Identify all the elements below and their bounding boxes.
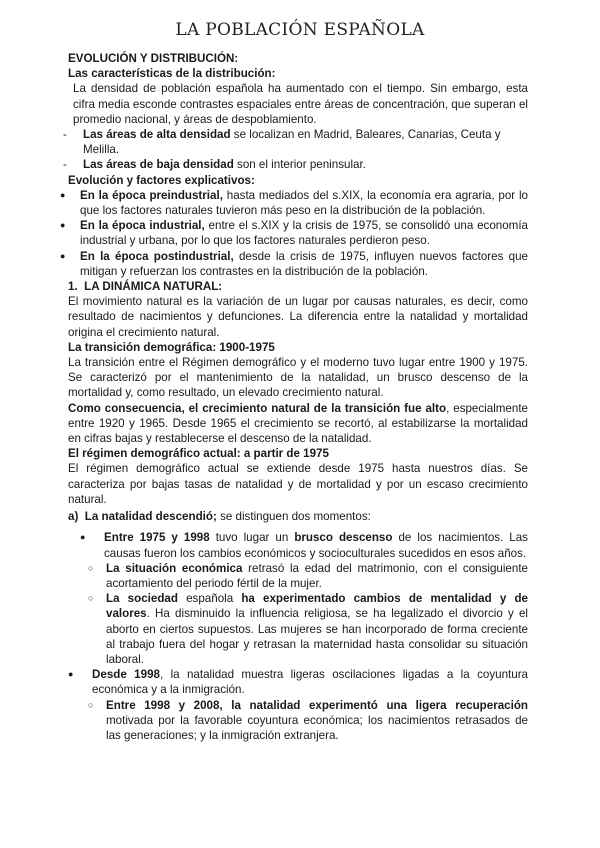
bullet-dot-icon: ●	[80, 532, 86, 543]
bullet-circle-icon: ○	[88, 562, 94, 573]
bullet-dot-icon: ●	[60, 250, 66, 261]
bullet-epoca-preindustrial: ● En la época preindustrial, hasta mediados del s.XIX, la economía era agraria, por lo que los factores naturales tuvieron más peso en la distribución de la población.	[60, 188, 528, 218]
subheading-regimen-actual: El régimen demográfico actual: a partir de 1975	[68, 447, 329, 461]
bullet-dot-icon: ●	[68, 669, 74, 680]
paragraph-regimen-actual: El régimen demográfico actual se extiende desde 1975 hasta nuestros días. Se caracteriza por bajas tasas de natalidad y de mortalidad y por un escaso crecimiento natural.	[68, 462, 528, 506]
dash-item-alta-densidad: - Las áreas de alta densidad se localizan en Madrid, Baleares, Canarias, Ceuta y Melilla.	[63, 128, 501, 157]
bullet-desde-1998: ● Desde 1998, la natalidad muestra ligeras oscilaciones ligadas a la coyuntura económica y a la inmigración.	[68, 668, 528, 697]
paragraph-movimiento-natural: El movimiento natural es la variación de un lugar por causas naturales, es decir, como resultado de nacimientos y defunciones. La diferencia entre la natalidad y mortalidad origina el crecimiento natural.	[68, 295, 528, 339]
subheading-distribucion: Las características de la distribución:	[68, 67, 276, 81]
bullet-epoca-postindustrial: ● En la época postindustrial, desde la crisis de 1975, influyen nuevos factores que mitigan y refuerzan los contrastes en la distribución de la población.	[60, 249, 528, 278]
bullet-dot-icon: ●	[60, 189, 66, 200]
dash-marker: -	[63, 128, 67, 142]
sub-bullet-sociedad: ○ La sociedad española ha experimentado cambios de mentalidad y de valores. Ha disminuido la influencia religiosa, se ha legalizado el divorcio y el aborto en ciertos supuestos. Las mujeres se han incorporado de forma creciente al trabajo fuera del hogar y retrasan la maternidad hasta consolidar su situación laboral.	[88, 592, 528, 666]
bullet-circle-icon: ○	[88, 699, 94, 710]
bullet-1975-1998: ● Entre 1975 y 1998 tuvo lugar un brusco descenso de los nacimientos. Las causas fueron los cambios económicos y socioculturales sucedidos en esos años.	[80, 531, 528, 560]
section-heading-dinamica: 1. LA DINÁMICA NATURAL:	[68, 280, 223, 294]
document-body	[60, 51, 529, 743]
dash-marker: -	[63, 158, 67, 172]
section-heading-evolucion: EVOLUCIÓN Y DISTRIBUCIÓN:	[68, 52, 239, 65]
page-title: LA POBLACIÓN ESPAÑOLA	[175, 20, 425, 40]
bullet-epoca-industrial: ● En la época industrial, entre el s.XIX y la crisis de 1975, se consolidó una economía industrial y urbana, por lo que los factores naturales perdieron peso.	[60, 219, 528, 248]
paragraph-densidad: La densidad de población española ha aumentado con el tiempo. Sin embargo, esta cifra media esconde contrastes espaciales entre áreas de concentración, que superan el promedio nacional, y áreas de despoblamiento.	[73, 82, 529, 126]
paragraph-consecuencia: Como consecuencia, el crecimiento natural de la transición fue alto, especialmente entre 1920 y 1965. Desde 1965 el crecimiento se recortó, al estabilizarse la mortalidad en cifras bajas y restablecerse el descenso de la natalidad.	[68, 401, 529, 446]
bullet-circle-icon: ○	[88, 593, 94, 604]
item-a-natalidad: a) La natalidad descendió; se distinguen dos momentos:	[68, 510, 371, 524]
subheading-evolucion-factores: Evolución y factores explicativos:	[68, 173, 255, 187]
sub-bullet-situacion-economica: ○ La situación económica retrasó la edad del matrimonio, con el consiguiente acortamiento del periodo fértil de la mujer.	[88, 561, 528, 590]
bullet-dot-icon: ●	[60, 220, 66, 231]
sub-bullet-1998-2008: ○ Entre 1998 y 2008, la natalidad experimentó una ligera recuperación motivada por la favorable coyuntura económica; los nacimientos retrasados de las generaciones; y la inmigración extranjera.	[88, 698, 528, 742]
subheading-transicion: La transición demográfica: 1900-1975	[68, 340, 275, 354]
dash-item-baja-densidad: - Las áreas de baja densidad son el interior peninsular.	[63, 158, 366, 172]
paragraph-transicion: La transición entre el Régimen demográfico y el moderno tuvo lugar entre 1900 y 1975. Se caracterizó por el mantenimiento de la natalidad, un brusco descenso de la mortalidad y, como resultado, un elevado crecimiento natural.	[68, 356, 528, 400]
